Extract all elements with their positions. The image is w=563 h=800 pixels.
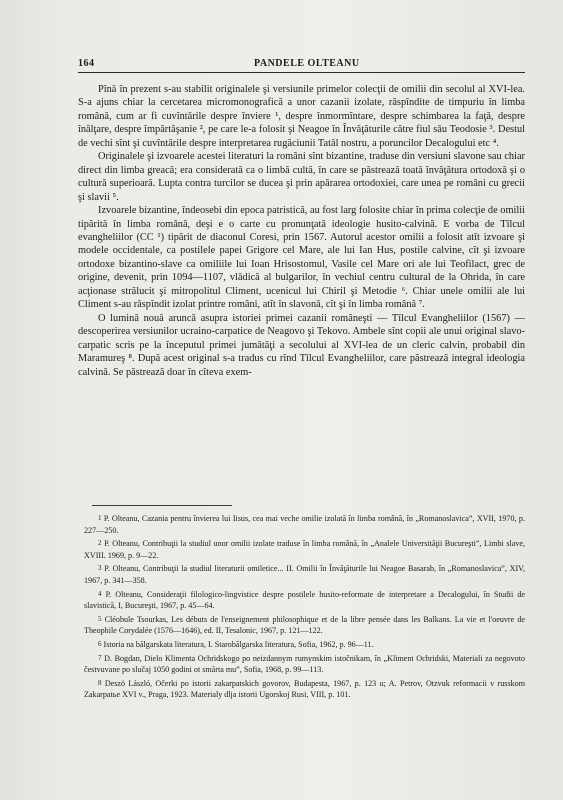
- footnote: [84, 639, 525, 651]
- footnote: [84, 678, 525, 701]
- footnote-number: 2: [98, 539, 102, 548]
- footnotes: [84, 513, 525, 701]
- footnote: [84, 563, 525, 586]
- footnote: [84, 653, 525, 676]
- footnote-text: P. Olteanu, Consideraţii filologico-lingvistice despre postilele husito-reformate de interpretare a Decalogului, în Studii de slavistică, I, Bucureşti, 1967, p. 45—64.: [84, 589, 526, 611]
- footnote-text: Deszö László, Očerki po istorii zakarpatskich govorov, Budapesta, 1967, p. 123 u; A. Petrov, Otzvuk reformacii v russkom Zakarpatье XVI v., Praga, 1923. Materialy dlja istorii Ugorskoj Rusi, VIII, p. 101.: [84, 678, 525, 700]
- footnote-number: 8: [98, 678, 102, 687]
- footnote-number: 1: [98, 514, 102, 522]
- running-head: PANDELE OLTEANU: [254, 58, 360, 69]
- footnote-number: 5: [98, 614, 102, 623]
- paragraph: O lumină nouă aruncă asupra istoriei primei cazanii româneşti — Tîlcul Evangheliilor (1567) — descoperirea versiunilor ucraino-carpatice de Neagovo şi Tekovo. Ambele sînt copii ale unui original slavo-carpatic scris pe la începutul primei jumătăţi a secolului al XVI-lea de un cleric calvin, probabil din Maramureş ⁸. După acest original s-a tradus cu rînd Tîlcul Evangheliilor, care păstrează integral ideologia calvină. Se păstrează doar în cîteva exem-: [78, 312, 525, 378]
- footnote-text: Cléobule Tsourkas, Les débuts de l'enseignement philosophique et de la libre pensée dans les Balkans. La vie et l'oeuvre de Theophile Corydalée (1576—1646), ed. II, Tesalonic, 1967, p. 121—122.: [84, 614, 525, 636]
- footnote: [84, 589, 525, 612]
- footnote-number: 7: [98, 653, 102, 662]
- page-number: 164: [78, 58, 95, 69]
- footnote-text: P. Olteanu, Contribuţii la studiul unor omilii izolate traduse în limba română, în „Analele Universităţii Bucureşti”, Limbi slave, XVIII. 1969, p. 9—22.: [84, 539, 525, 560]
- body-text: [78, 83, 525, 379]
- footnote-divider: [92, 505, 232, 506]
- footnote-number: 3: [98, 564, 102, 573]
- paragraph: Pînă în prezent s-au stabilit originalele şi versiunile primelor colecţii de omilii din secolul al XVI-lea. S-a ajuns chiar la cercetarea micromonografică a unor cazanii izolate, răspîndite de timpuriu în limba română, cum ar fi cuvîntările despre înviere ¹, despre înmormîntare, despre schimbarea la faţă, despre înălţare, despre împărtăşanie ², pe care le-a folosit şi Neagoe în Învăţăturile către fiul său Teodosie ³. Destul de vechi sînt şi cuvîntările despre interpretarea rugăciunii Tatăl nostru, a poruncilor Decalogului etc ⁴.: [78, 84, 525, 149]
- footnote: [84, 614, 525, 637]
- footnote-text: Istoria na bălgarskata literatura, I. Starobălgarska literatura, Sofia, 1962, p. 96—11.: [103, 639, 374, 649]
- footnote-text: P. Olteanu, Cazania pentru învierea lui Iisus, cea mai veche omilie izolată în limba română, în „Romanoslavica”, XVII, 1970, p. 227—250.: [84, 514, 525, 535]
- footnote: [84, 538, 525, 561]
- footnote: [84, 513, 525, 536]
- paragraph: Originalele şi izvoarele acestei literaturi la români sînt bizantine, traduse din versiuni slavone sau chiar direct din limba greacă; era considerată ca o limbă cultă, în care se păstrează toată învăţătura ortodoxă şi o cultură superioară. Lupta contra turcilor se ducea şi prin apărarea ortodoxiei, care unea pe români cu grecii şi slavii ⁵.: [78, 151, 525, 203]
- footnote-text: D. Bogdan, Dielo Klimenta Ochridskogo po neizdannym rumynskim istočnikam, în „Kliment Ochridski, Materiali za negovoto čestvuvane po slučaj 1050 godini ot smărta mu”, Sofia, 1968, p. 99—113.: [84, 653, 525, 675]
- paragraph: Izvoarele bizantine, îndeosebi din epoca patristică, au fost larg folosite chiar în prima colecţie de omilii tipărită în limba română, deşi e o carte cu pronunţată ideologie husito-calvină. E vorba de Tîlcul evangheliilor (CC ¹) tipărit de diaconul Coresi, prin 1567. Autorul acestor omilii a folosit atît izvoare şi modele occidentale, ca postilele papei Grigore cel Mare, ale lui Ian Hus, postile calvine, cît şi izvoare ortodoxe bizantino-slave ca omiliile lui Ioan Hrisostomul, Vasile cel Mare ori ale lui Teofilact, grec de origine, devenit, prin 1094—1107, vlădică al bulgarilor, în vechiul centru cultural de la Ohrida, în care acţionase strălucit şi mitropolitul Climent, ucenicul lui Chiril şi Metodie ⁶. Chiar unele omilii ale lui Climent s-au răspîndit izolat printre români, atît în slavonă, cît şi în limba română ⁷.: [78, 205, 525, 311]
- footnote-number: 4: [98, 589, 102, 598]
- footnote-text: P. Olteanu, Contribuţii la studiul literaturii omiletice... II. Omilii în Învăţăturile lui Neagoe Basarab, în „Romanoslavica”, XIV, 1967, p. 341—358.: [84, 564, 525, 585]
- page-header: [78, 56, 525, 73]
- footnote-number: 6: [98, 639, 102, 648]
